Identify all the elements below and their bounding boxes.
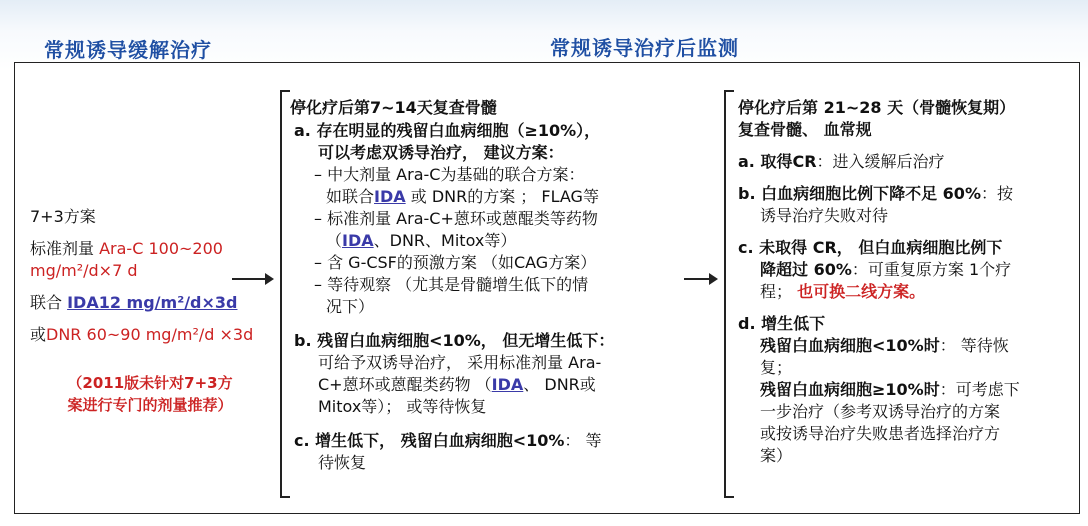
mid-a-sub2-line2: [290, 230, 710, 252]
mid-c-line1: [290, 430, 710, 452]
dnr-line: [30, 324, 253, 346]
text: 降超过 60%: [760, 260, 852, 279]
mid-a-sub4-line2: 况下）: [326, 297, 375, 316]
ara-c-dose: Ara-C 100~200: [99, 239, 223, 258]
text: ：按: [980, 184, 1013, 203]
left-note-line2: 案进行专门的剂量推荐）: [67, 396, 233, 414]
right-bracket: [724, 90, 734, 498]
text: C+蒽环或蒽醌类药物 （: [318, 375, 492, 394]
right-c-line3: [738, 281, 1074, 303]
mid-b-line4: Mitox等）； 或等待恢复: [318, 397, 487, 416]
right-d-line1: [738, 335, 1074, 357]
right-c-line2: [738, 259, 1074, 281]
text: a. 取得CR: [738, 152, 817, 171]
text: 残留白血病细胞<10%时: [760, 336, 940, 355]
mid-b-line1: b. 残留白血病细胞<10%， 但无增生低下：: [294, 331, 615, 350]
mid-b-line2: 可给予双诱导治疗， 采用标准剂量 Ara-: [318, 353, 602, 372]
text: ：可考虑下: [939, 380, 1020, 399]
right-a: [738, 151, 1074, 173]
ida-link: IDA: [342, 231, 374, 250]
ida-line: [30, 292, 253, 314]
right-column: [738, 97, 1074, 467]
scheme-name: 7+3方案: [30, 207, 96, 226]
mid-a-sub4-line1: – 等待观察 （尤其是骨髓增生低下的情: [314, 275, 589, 294]
text: ： 等: [564, 431, 602, 450]
header-right-title: 常规诱导治疗后监测: [550, 36, 739, 60]
header-left-title: 常规诱导缓解治疗: [44, 38, 212, 62]
right-d-line3: [738, 379, 1074, 401]
middle-column: [290, 97, 710, 474]
left-note: [50, 372, 250, 416]
mid-a-line1: a. 存在明显的残留白血病细胞（≥10%），: [294, 121, 601, 140]
text: 、 DNR或: [523, 375, 596, 394]
text: 程；: [760, 282, 798, 301]
text: 如联合: [326, 187, 375, 206]
ida-link: IDA: [374, 187, 406, 206]
mid-a-sub1-line2: [290, 186, 710, 208]
right-d-title: d. 增生低下: [738, 314, 826, 333]
combine-label: 联合: [30, 293, 68, 312]
text: 或 DNR的方案 ； FLAG等: [405, 187, 599, 206]
dnr-dose: DNR 60~90 mg/m²/d ×3d: [46, 325, 254, 344]
or-label: 或: [30, 325, 47, 344]
text: ： 等待恢: [939, 336, 1009, 355]
text: 、DNR、Mitox等）: [373, 231, 517, 250]
mid-b-line3: [290, 374, 710, 396]
ara-c-dose-line: [30, 238, 253, 260]
ida-link: IDA: [491, 375, 524, 394]
mid-a-sub3: – 含 G-CSF的预激方案 （如CAG方案）: [314, 253, 597, 272]
left-column: [30, 206, 253, 356]
text: ：可重复原方案 1个疗: [851, 260, 1012, 279]
text: 也可换二线方案。: [797, 282, 926, 301]
right-d-line2: 复；: [760, 358, 793, 377]
right-title2: 复查骨髓、 血常规: [738, 120, 872, 139]
mid-c-line2: 待恢复: [318, 453, 367, 472]
text: b. 白血病细胞比例下降不足 60%: [738, 184, 981, 203]
dose-label: 标准剂量: [30, 239, 100, 258]
right-b-line1: [738, 183, 1074, 205]
middle-title: 停化疗后第7~14天复查骨髓: [290, 98, 497, 117]
right-title1: 停化疗后第 21~28 天（骨髓恢复期）: [738, 98, 1016, 117]
mid-a-sub1-line1: – 中大剂量 Ara-C为基础的联合方案：: [314, 165, 585, 184]
mid-a-sub2-line1: – 标准剂量 Ara-C+蒽环或蒽醌类等药物: [314, 209, 598, 228]
text: （: [326, 231, 343, 250]
right-d-line5: 或按诱导治疗失败患者选择治疗方: [760, 424, 1001, 443]
right-b-line2: 诱导治疗失败对待: [760, 206, 889, 225]
ara-c-duration: mg/m²/d×7 d: [30, 261, 138, 280]
text: ：进入缓解后治疗: [816, 152, 945, 171]
text: c. 增生低下， 残留白血病细胞<10%: [294, 431, 565, 450]
right-d-line4: 一步治疗（参考双诱导治疗的方案: [760, 402, 1001, 421]
middle-bracket: [280, 90, 290, 498]
right-d-line6: 案）: [760, 446, 793, 465]
left-note-line1: （2011版未针对7+3方: [67, 374, 233, 392]
mid-a-line2: 可以考虑双诱导治疗， 建议方案：: [318, 143, 564, 162]
text: 残留白血病细胞≥10%时: [760, 380, 940, 399]
right-c-line1: c. 未取得 CR， 但白血病细胞比例下: [738, 238, 1003, 257]
ida-dose: IDA12 mg/m²/d×3d: [67, 293, 238, 312]
